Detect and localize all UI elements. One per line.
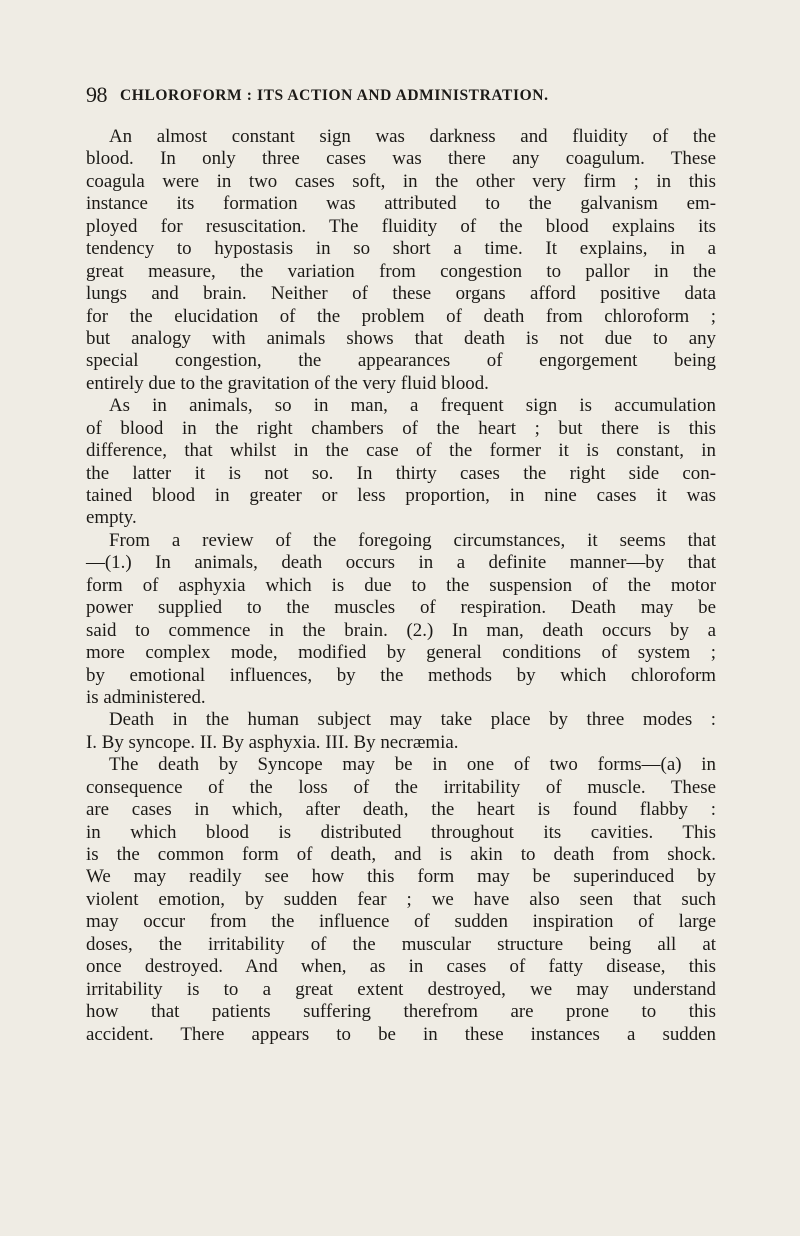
text-line: —(1.) In animals, death occurs in a definite manner—by that — [86, 552, 716, 574]
paragraph — [86, 709, 716, 754]
text-line: great measure, the variation from congestion to pallor in the — [86, 260, 716, 282]
text-line: said to commence in the brain. (2.) In man, death occurs by a — [86, 619, 716, 641]
text-line: may occur from the influence of sudden inspiration of large — [86, 911, 716, 933]
text-line: for the elucidation of the problem of death from chloroform ; — [86, 305, 716, 327]
text-line: coagula were in two cases soft, in the other very firm ; in this — [86, 170, 716, 192]
text-line: I. By syncope. II. By asphyxia. III. By necræmia. — [86, 731, 459, 753]
text-line: power supplied to the muscles of respiration. Death may be — [86, 597, 716, 619]
text-line: tendency to hypostasis in so short a time. It explains, in a — [86, 238, 716, 260]
text-line: As in animals, so in man, a frequent sign is accumulation — [109, 395, 716, 417]
text-line: the latter it is not so. In thirty cases the right side con- — [86, 462, 716, 484]
text-line: From a review of the foregoing circumstances, it seems that — [109, 529, 716, 551]
text-line: irritability is to a great extent destroyed, we may understand — [86, 978, 716, 1000]
text-line: empty. — [86, 507, 137, 529]
text-line: once destroyed. And when, as in cases of fatty disease, this — [86, 956, 716, 978]
running-head — [86, 82, 726, 108]
text-line: are cases in which, after death, the heart is found flabby : — [86, 799, 716, 821]
text-line: how that patients suffering therefrom are prone to this — [86, 1001, 716, 1023]
text-line: violent emotion, by sudden fear ; we have also seen that such — [86, 888, 716, 910]
text-line: form of asphyxia which is due to the suspension of the motor — [86, 574, 716, 596]
paragraph — [86, 530, 716, 710]
text-line: of blood in the right chambers of the heart ; but there is this — [86, 417, 716, 439]
paragraph — [86, 395, 716, 530]
text-line: but analogy with animals shows that death is not due to any — [86, 327, 716, 349]
text-line: Death in the human subject may take place by three modes : — [109, 709, 716, 731]
text-line: The death by Syncope may be in one of two forms—(a) in — [109, 754, 716, 776]
text-line: accident. There appears to be in these instances a sudden — [86, 1023, 716, 1045]
text-line: special congestion, the appearances of engorgement being — [86, 350, 716, 372]
running-title: CHLOROFORM : ITS ACTION AND ADMINISTRATION. — [120, 87, 549, 104]
text-line: by emotional influences, by the methods by which chloroform — [86, 664, 716, 686]
text-line: We may readily see how this form may be superinduced by — [86, 866, 716, 888]
text-line: is the common form of death, and is akin to death from shock. — [86, 844, 716, 865]
text-line: consequence of the loss of the irritability of muscle. These — [86, 776, 716, 798]
text-line: is administered. — [86, 686, 206, 708]
text-line: lungs and brain. Neither of these organs afford positive data — [86, 283, 716, 305]
text-line: entirely due to the gravitation of the very fluid blood. — [86, 372, 489, 394]
text-line: tained blood in greater or less proportion, in nine cases it was — [86, 485, 716, 506]
text-line: ployed for resuscitation. The fluidity of the blood explains its — [86, 215, 716, 237]
paragraph — [86, 126, 716, 395]
text-line: An almost constant sign was darkness and fluidity of the — [109, 126, 716, 147]
text-line: blood. In only three cases was there any coagulum. These — [86, 148, 716, 170]
text-line: instance its formation was attributed to the galvanism em- — [86, 193, 716, 215]
body-text — [86, 126, 716, 1046]
page-number: 98 — [86, 82, 107, 107]
paragraph — [86, 754, 716, 1046]
text-line: doses, the irritability of the muscular structure being all at — [86, 933, 716, 955]
text-line: in which blood is distributed throughout its cavities. This — [86, 821, 716, 843]
text-line: difference, that whilst in the case of the former it is constant, in — [86, 440, 716, 462]
text-line: more complex mode, modified by general conditions of system ; — [86, 642, 716, 664]
